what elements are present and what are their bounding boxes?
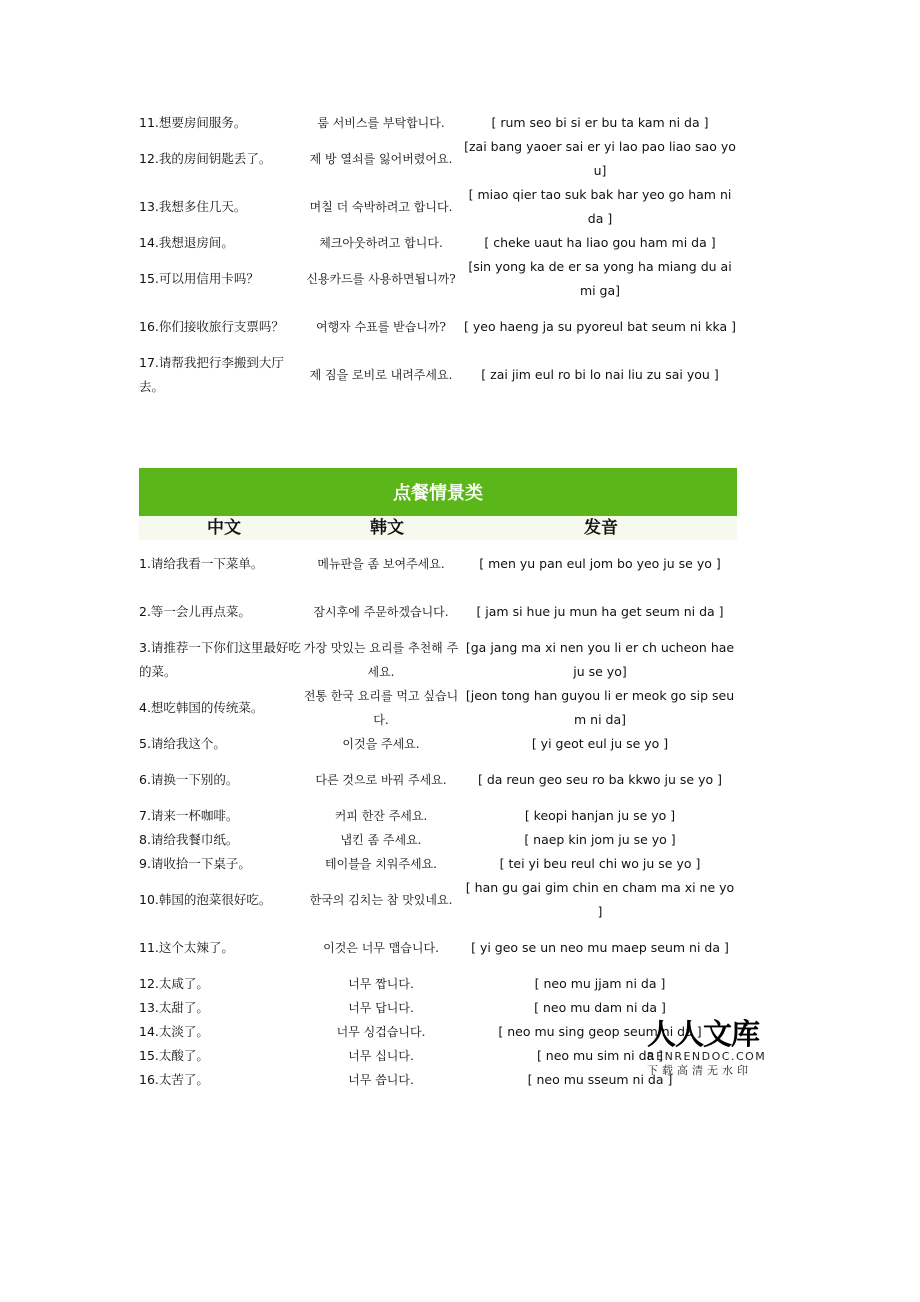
pronunciation-cell: [ cheke uaut ha liao gou ham mi da ] (484, 235, 716, 250)
pronunciation-cell: [ rum seo bi si er bu ta kam ni da ] (491, 115, 709, 130)
watermark-title: 人人文库 (647, 1017, 760, 1051)
table-row (139, 732, 737, 756)
table-row (139, 924, 737, 972)
table-row (139, 972, 737, 996)
chinese-cell: 13.我想多住几天。 (139, 199, 247, 214)
table-row (139, 588, 737, 636)
korean-cell: 며칠 더 숙박하려고 합니다. (309, 200, 453, 214)
korean-cell: 너무 짭니다. (348, 977, 414, 991)
pronunciation-cell: [ zai jim eul ro bi lo nai liu zu sai you ] (481, 367, 719, 382)
section-banner (139, 468, 737, 516)
pronunciation-cell: [ neo mu sing geop seum ni da ] (498, 1024, 702, 1039)
pronunciation-cell: [ yi geot eul ju se yo ] (531, 736, 669, 751)
chinese-cell: 2.等一会儿再点菜。 (139, 604, 251, 619)
header-pronunciation: 发音 (584, 518, 618, 538)
chinese-cell: 9.请收拾一下桌子。 (139, 856, 251, 871)
watermark-domain: RENRENDOC.COM (647, 1050, 767, 1063)
korean-cell: 제 방 열쇠를 잃어버렸어요. (309, 152, 453, 166)
korean-cell: 이것을 주세요. (342, 737, 420, 751)
chinese-cell: 8.请给我餐巾纸。 (139, 832, 239, 847)
watermark-subtitle: 下载高清无水印 (647, 1064, 752, 1077)
korean-cell: 잠시후에 주문하겠습니다. (313, 605, 449, 619)
pronunciation-cell: [ neo mu dam ni da ] (534, 1000, 666, 1015)
table-row (139, 636, 737, 684)
korean-cell: 제 짐을 로비로 내려주세요. (309, 368, 453, 382)
table-row (139, 684, 737, 732)
chinese-cell: 1.请给我看一下菜单。 (139, 556, 264, 571)
chinese-cell: 15.可以用信用卡吗？ (139, 271, 259, 286)
pronunciation-cell: [ naep kin jom ju se yo ] (524, 832, 676, 847)
pronunciation-cell: [ neo mu sim ni da ] (536, 1048, 664, 1063)
header-korean: 韩文 (370, 518, 404, 538)
table-row (139, 756, 737, 804)
pronunciation-cell: [ yi geo se un neo mu maep seum ni da ] (471, 940, 729, 955)
chinese-cell: 4.想吃韩国的传统菜。 (139, 700, 264, 715)
korean-cell: 전통 한국 요리를 먹고 싶습니다. (303, 689, 459, 727)
table-row (139, 111, 737, 135)
chinese-cell: 12.我的房间钥匙丢了。 (139, 151, 272, 166)
korean-cell: 다른 것으로 바꿔 주세요. (315, 773, 447, 787)
chinese-cell: 13.太甜了。 (139, 1000, 209, 1015)
pronunciation-cell: [ han gu gai gim chin en cham ma xi ne yo ] (465, 880, 735, 919)
chinese-cell: 16.太苦了。 (139, 1072, 209, 1087)
table-header (139, 516, 737, 540)
table-row (139, 351, 737, 399)
korean-cell: 너무 답니다. (348, 1001, 414, 1015)
chinese-cell: 12.太咸了。 (139, 976, 209, 991)
korean-cell: 한국의 김치는 참 맛있네요. (309, 893, 453, 907)
table-row (139, 852, 737, 876)
korean-cell: 너무 십니다. (348, 1049, 414, 1063)
korean-cell: 너무 씁니다. (348, 1073, 414, 1087)
chinese-cell: 17.请帮我把行李搬到大厅去。 (139, 355, 284, 394)
table-row (139, 183, 737, 231)
chinese-cell: 6.请换一下别的。 (139, 772, 239, 787)
table-row (139, 231, 737, 255)
korean-cell: 룸 서비스를 부탁합니다. (317, 116, 445, 130)
pronunciation-cell: [ keopi hanjan ju se yo ] (524, 808, 676, 823)
chinese-cell: 3.请推荐一下你们这里最好吃的菜。 (139, 640, 301, 679)
chinese-cell: 10.韩国的泡菜很好吃。 (139, 892, 272, 907)
table-row (139, 804, 737, 828)
section-title: 点餐情景类 (393, 483, 483, 504)
korean-cell: 너무 싱겁습니다. (336, 1025, 426, 1039)
table-row (139, 135, 737, 183)
pronunciation-cell: [jeon tong han guyou li er meok go sip seum ni da] (465, 688, 735, 727)
korean-cell: 메뉴판을 좀 보여주세요. (317, 557, 445, 571)
pronunciation-cell: [ga jang ma xi nen you li er ch ucheon hae ju se yo] (465, 640, 735, 679)
pronunciation-cell: [ da reun geo seu ro ba kkwo ju se yo ] (478, 772, 722, 787)
table-row (139, 828, 737, 852)
chinese-cell: 14.我想退房间。 (139, 235, 234, 250)
chinese-cell: 14.太淡了。 (139, 1024, 209, 1039)
korean-cell: 여행자 수표를 받습니까? (316, 320, 446, 334)
pronunciation-cell: [ jam si hue ju mun ha get seum ni da ] (476, 604, 724, 619)
pronunciation-cell: [sin yong ka de er sa yong ha miang du ai mi ga] (468, 259, 732, 298)
korean-cell: 체크아웃하려고 합니다. (319, 236, 443, 250)
pronunciation-cell: [ neo mu sseum ni da ] (527, 1072, 673, 1087)
korean-cell: 커피 한잔 주세요. (334, 809, 428, 823)
watermark-logo (647, 1018, 773, 1078)
korean-cell: 냅킨 좀 주세요. (340, 833, 422, 847)
korean-cell: 테이블을 치워주세요. (325, 857, 437, 871)
korean-cell: 신용카드를 사용하면됩니까? (306, 272, 456, 286)
pronunciation-cell: [ men yu pan eul jom bo yeo ju se yo ] (479, 556, 721, 571)
table-row (139, 255, 737, 303)
chinese-cell: 7.请来一杯咖啡。 (139, 808, 239, 823)
pronunciation-cell: [ neo mu jjam ni da ] (534, 976, 666, 991)
chinese-cell: 5.请给我这个。 (139, 736, 226, 751)
table-row (139, 540, 737, 588)
chinese-cell: 11.这个太辣了。 (139, 940, 234, 955)
pronunciation-cell: [ tei yi beu reul chi wo ju se yo ] (499, 856, 701, 871)
pronunciation-cell: [ yeo haeng ja su pyoreul bat seum ni kka ] (464, 319, 736, 334)
table-row (139, 876, 737, 924)
header-chinese: 中文 (207, 518, 241, 538)
chinese-cell: 15.太酸了。 (139, 1048, 209, 1063)
pronunciation-cell: [ miao qier tao suk bak har yeo go ham ni da ] (468, 187, 732, 226)
table-row (139, 303, 737, 351)
chinese-cell: 11.想要房间服务。 (139, 115, 247, 130)
chinese-cell: 16.你们接收旅行支票吗？ (139, 319, 284, 334)
pronunciation-cell: [zai bang yaoer sai er yi lao pao liao sao you] (464, 139, 736, 178)
korean-cell: 이것은 너무 맵습니다. (323, 941, 439, 955)
korean-cell: 가장 맛있는 요리를 추천해 주세요. (303, 641, 459, 679)
